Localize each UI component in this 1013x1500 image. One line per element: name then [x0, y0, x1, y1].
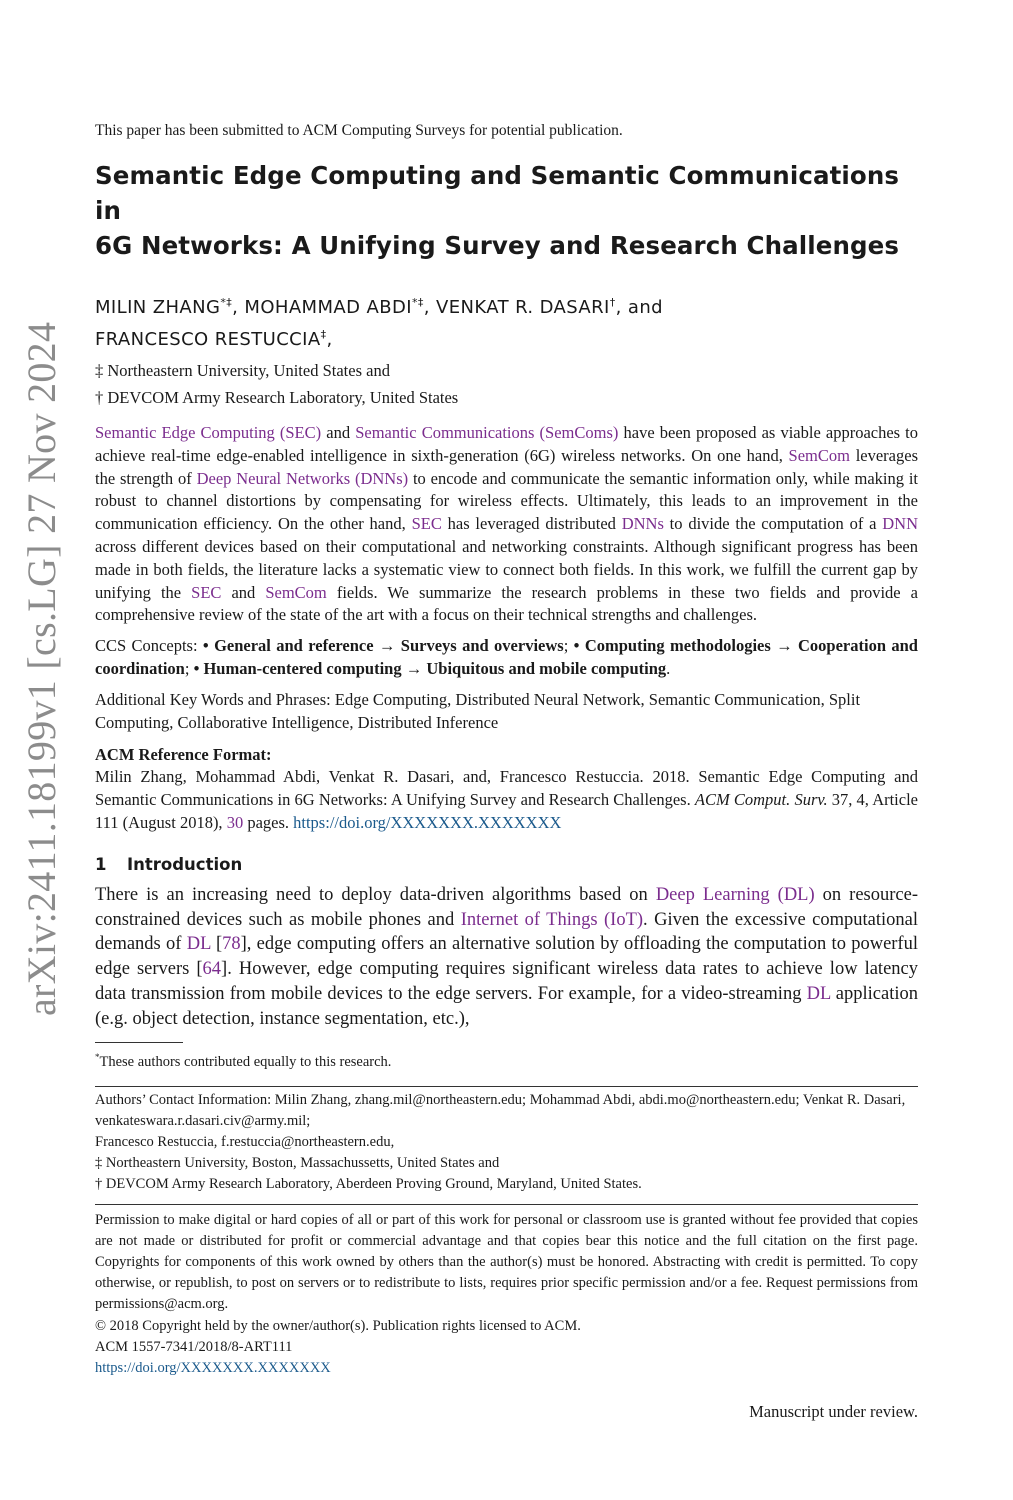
ccs-concept: • General and reference → Surveys and overviews — [202, 636, 564, 656]
affiliations — [95, 357, 918, 411]
intro-paragraph — [95, 883, 918, 1032]
intro-text: ]. However, edge computing requires significant wireless data rates to achieve low latency data transmission from mobile devices to the edge servers. For example, for a video-streaming — [95, 959, 918, 1004]
footnote-rule — [95, 1042, 183, 1043]
doi-link[interactable]: https://doi.org/XXXXXXX.XXXXXXX — [293, 812, 562, 832]
acronym-link[interactable]: Deep Learning (DL) — [655, 884, 815, 905]
affiliation-item: ‡ Northeastern University, United States and — [95, 361, 390, 380]
citation-link[interactable]: 78 — [222, 934, 241, 955]
contact-line: Francesco Restuccia, f.restuccia@northeastern.edu, — [95, 1133, 395, 1150]
section-heading — [95, 853, 918, 877]
intro-text: . Given the excessive computational demands of — [95, 909, 918, 955]
author-name: , MOHAMMAD ABDI — [232, 297, 412, 318]
arxiv-stamp: arXiv:2411.18199v1 [cs.LG] 27 Nov 2024 — [19, 321, 64, 1016]
paper-title — [95, 158, 918, 263]
author-marks: ‡ — [320, 328, 327, 341]
author-name: FRANCESCO RESTUCCIA — [95, 329, 321, 350]
acronym-link[interactable]: Internet of Things (IoT) — [460, 909, 644, 930]
contact-divider — [95, 1086, 918, 1087]
contact-line: † DEVCOM Army Research Laboratory, Aberdeen Proving Ground, Maryland, United States. — [95, 1175, 642, 1192]
ccs-concept: • Human-centered computing → Ubiquitous and mobile computing — [193, 658, 667, 678]
acronym-link[interactable]: SEC — [191, 582, 222, 602]
abstract-text: to divide the computation of a — [663, 514, 883, 534]
contact-info — [95, 1090, 918, 1194]
intro-text: on resource-constrained devices such as mobile phones and — [95, 884, 918, 930]
abstract-text: has leveraged distributed — [441, 514, 622, 534]
acronym-link[interactable]: SemCom — [265, 582, 327, 602]
title-line-2: 6G Networks: A Unifying Survey and Research Challenges — [95, 231, 900, 260]
author-name: MILIN ZHANG — [95, 297, 221, 318]
abstract-text: have been proposed as viable approaches to achieve real-time edge-enabled intelligence in sixth-generation (6G) wireless networks. On one hand, — [95, 423, 919, 465]
title-line-1: Semantic Edge Computing and Semantic Communications in — [95, 161, 900, 225]
affiliation-item: † DEVCOM Army Research Laboratory, United States — [95, 388, 459, 407]
intro-text: There is an increasing need to deploy data-driven algorithms based on — [95, 884, 656, 905]
abstract — [95, 422, 918, 627]
author-marks: *‡ — [220, 296, 233, 309]
ccs-end: . — [666, 658, 671, 678]
footer-doi-link[interactable]: https://doi.org/XXXXXXX.XXXXXXX — [95, 1359, 331, 1376]
acronym-link[interactable]: DL — [186, 934, 211, 955]
intro-text: ], edge computing offers an alternative solution by offloading the computation to powerful edge servers [ — [95, 934, 918, 980]
ccs-concept: • Computing methodologies → Cooperation and coordination — [95, 636, 918, 678]
intro-text: [ — [210, 934, 223, 955]
ccs-separator: ; — [563, 636, 574, 656]
abstract-text: fields. We summarize the research problems in these two fields and provide a comprehensive review of the state of the art with a focus on their technical strengths and challenges. — [95, 582, 918, 625]
acronym-link[interactable]: Deep Neural Networks (DNNs) — [196, 468, 409, 488]
acronym-link[interactable]: SemCom — [788, 445, 850, 465]
author-and: , and — [615, 297, 663, 318]
reference-format — [95, 766, 918, 834]
author-end: , — [326, 329, 333, 350]
section-title: Introduction — [127, 854, 243, 874]
abstract-text: and — [221, 582, 266, 602]
permission-divider — [95, 1204, 918, 1205]
author-marks: *‡ — [411, 296, 424, 309]
page-content — [95, 122, 918, 1379]
abstract-text: to encode and communicate the semantic information only, while making it robust to channel distortions by compensating for wireless effects. Ultimately, this leads to an improvement in the communication efficiency. On the other hand, — [95, 468, 918, 534]
ccs-label: CCS Concepts: — [95, 636, 203, 656]
citation-link[interactable]: 64 — [202, 959, 222, 980]
review-status: Manuscript under review. — [749, 1402, 918, 1421]
acronym-link[interactable]: SEC — [411, 514, 442, 534]
ccs-separator: ; — [184, 658, 194, 678]
abstract-text: leverages the strength of — [95, 445, 918, 488]
reference-heading: ACM Reference Format: — [95, 745, 272, 765]
contact-line: Authors’ Contact Information: Milin Zhang, zhang.mil@northeastern.edu; Mohammad Abdi, abdi.mo@northeastern.edu; Venkat R. Dasari, venkateswara.r.dasari.civ@army.mil; — [95, 1092, 906, 1130]
submission-note: This paper has been submitted to ACM Computing Surveys for potential publication. — [95, 122, 623, 139]
acronym-link[interactable]: Semantic Communications (SemComs) — [355, 423, 619, 442]
ccs-concepts — [95, 635, 918, 681]
author-name: , VENKAT R. DASARI — [423, 297, 610, 318]
keywords: Additional Key Words and Phrases: Edge Computing, Distributed Neural Network, Semantic Communication, Split Computing, Collaborative Intelligence, Distributed Inference — [95, 689, 861, 732]
reference-text: pages. — [243, 812, 294, 832]
acronym-link[interactable]: DNN — [882, 514, 918, 534]
author-marks: † — [609, 296, 616, 309]
footer-doi — [95, 1358, 918, 1379]
author-list — [95, 289, 918, 353]
reference-text: Milin Zhang, Mohammad Abdi, Venkat R. Dasari, and, Francesco Restuccia. 2018. Semantic Edge Computing and Semantic Communications in 6G Networks: A Unifying Survey and Research Challenges. — [95, 767, 918, 810]
intro-text: application (e.g. object detection, instance segmentation, etc.), — [95, 983, 918, 1029]
copyright-line: © 2018 Copyright held by the owner/author(s). Publication rights licensed to ACM. — [95, 1318, 581, 1335]
footnote — [95, 1047, 918, 1073]
section-number: 1 — [95, 854, 107, 874]
contact-line: ‡ Northeastern University, Boston, Massachussetts, United States and — [95, 1154, 500, 1171]
footnote-text: These authors contributed equally to this research. — [99, 1053, 392, 1070]
acronym-link[interactable]: DNNs — [621, 514, 664, 534]
reference-text: 37, 4, Article 111 (August 2018), — [95, 790, 919, 832]
acronym-link[interactable]: DL — [806, 983, 831, 1004]
acm-id: ACM 1557-7341/2018/8-ART111 — [95, 1339, 293, 1356]
page-count-link[interactable]: 30 — [226, 812, 244, 832]
journal-name: ACM Comput. Surv. — [694, 790, 828, 810]
footnote-mark: * — [95, 1051, 100, 1062]
abstract-text: across different devices based on their computational and networking constraints. Although significant progress has been made in both fields, the literature lacks a systematic view to connect both fields. In this work, we fulfill the current gap by unifying the — [95, 536, 918, 602]
acronym-link[interactable]: Semantic Edge Computing (SEC) — [95, 423, 322, 442]
permission-notice: Permission to make digital or hard copies of all or part of this work for personal or classroom use is granted without fee provided that copies are not made or distributed for profit or commercial advantage and that copies bear this notice and the full citation on the first page. Copyrights for components of this work owned by others than the author(s) must be honored. Abstracting with credit is permitted. To copy otherwise, or republish, to post on servers or to redistribute to lists, requires prior specific permission and/or a fee. Request permissions from permissions@acm.org. — [95, 1212, 918, 1312]
abstract-text: and — [321, 423, 356, 442]
